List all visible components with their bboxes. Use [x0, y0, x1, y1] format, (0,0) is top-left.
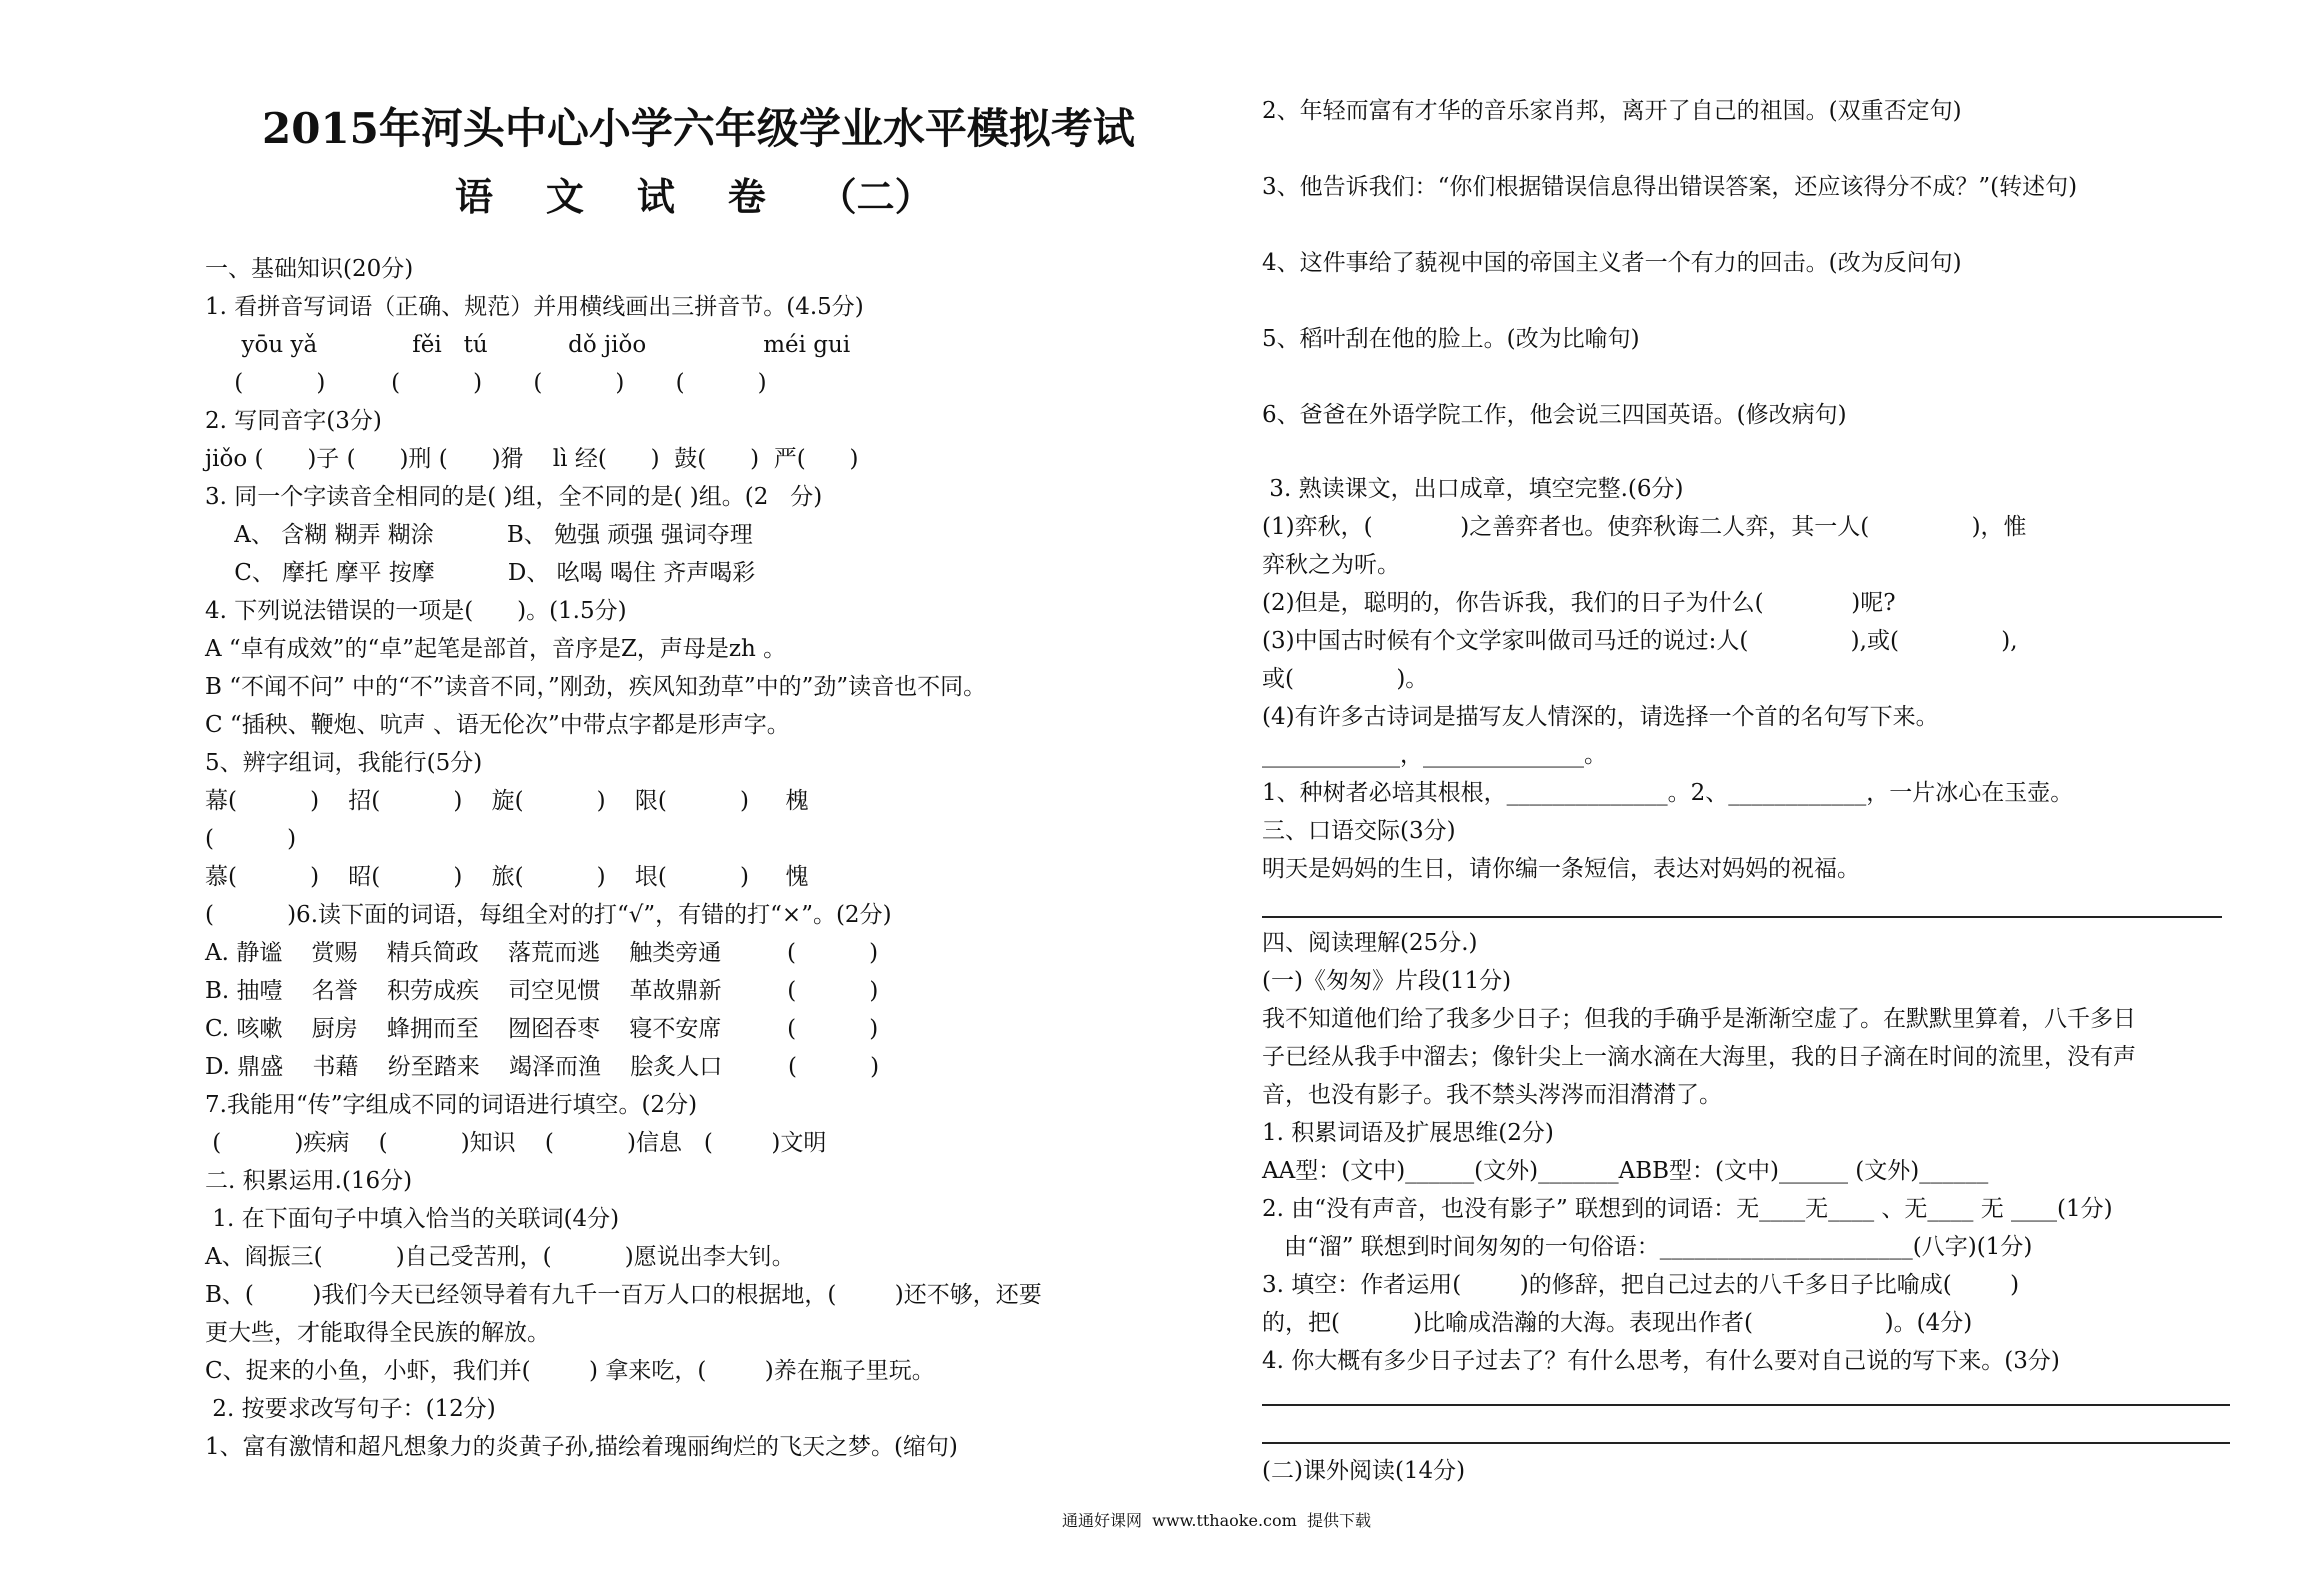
left-line: ( )疾病 ( )知识 ( )信息 ( )文明 [205, 1130, 827, 1156]
left-line: ( ) ( ) ( ) ( ) [205, 370, 767, 396]
left-line: 1. 在下面句子中填入恰当的关联词(4分) [205, 1206, 620, 1232]
left-line: 7.我能用“传”字组成不同的词语进行填空。(2分) [205, 1092, 698, 1118]
left-line: C、捉来的小鱼，小虾，我们并( ) 拿来吃，( )养在瓶子里玩。 [205, 1358, 935, 1384]
right-line: 1. 积累词语及扩展思维(2分) [1262, 1120, 1554, 1146]
right-line: 1、种树者必培其根根，______________。2、____________，一片冰心在玉壶。 [1262, 780, 2074, 806]
left-line: ( ) [205, 826, 297, 852]
footer-credit: 通通好课网 www.tthaoke.com 提供下载 [1062, 1511, 1371, 1530]
left-line: 更大些，才能取得全民族的解放。 [205, 1320, 550, 1346]
right-line: 的，把( )比喻成浩瀚的大海。表现出作者( )。(4分) [1262, 1310, 1973, 1336]
left-line: 2. 写同音字(3分) [205, 408, 382, 434]
left-line: B. 抽噎 名誉 积劳成疾 司空见惯 革故鼎新 ( ) [205, 978, 879, 1004]
left-line: A. 静谧 赏赐 精兵简政 落荒而逃 触类旁通 ( ) [205, 940, 879, 966]
exam-subtitle: 语 文 试 卷 （二） [455, 174, 933, 219]
right-line: (一)《匆匆》片段(11分) [1262, 968, 1512, 994]
right-line: 或( )。 [1262, 666, 1429, 692]
right-line: (3)中国古时候有个文学家叫做司马迁的说过:人( ),或( ), [1262, 628, 2018, 654]
left-line: 3. 同一个字读音全相同的是( )组，全不同的是( )组。(2 分) [205, 484, 823, 510]
left-line: A、 含糊 糊弄 糊涂 B、 勉强 顽强 强词夺理 [205, 522, 753, 548]
left-line: 2. 按要求改写句子：(12分) [205, 1396, 496, 1422]
right-line: 4、这件事给了藐视中国的帝国主义者一个有力的回击。(改为反问句) [1262, 250, 1962, 276]
left-line: 慕( ) 昭( ) 旅( ) 垠( ) 愧 [205, 864, 809, 890]
left-line: 一、基础知识(20分) [205, 256, 414, 282]
right-line: ____________，______________。 [1262, 742, 1607, 768]
right-line: 6、爸爸在外语学院工作，他会说三四国英语。(修改病句) [1262, 402, 1847, 428]
left-line: A、阎振三( )自己受苦刑，( )愿说出李大钊。 [205, 1244, 795, 1270]
right-line: (4)有许多古诗词是描写友人情深的，请选择一个首的名句写下来。 [1262, 704, 1939, 730]
left-line: A “卓有成效”的“卓”起笔是部首，音序是Z，声母是zh 。 [205, 636, 787, 662]
left-line: B “不闻不问” 中的“不”读音不同，”刚劲，疾风知劲草”中的”劲”读音也不同。 [205, 674, 987, 700]
left-line: C “插秧、鞭炮、吭声 、语无伦次”中带点字都是形声字。 [205, 712, 790, 738]
left-line: jiǒo ( )子 ( )刑 ( )猾 lì 经( ) 鼓( ) 严( ) [205, 446, 859, 472]
left-line: D. 鼎盛 书藉 纷至踏来 竭泽而渔 脍炙人口 ( ) [205, 1054, 880, 1080]
left-line: C. 咳嗽 厨房 蜂拥而至 囫囵吞枣 寝不安席 ( ) [205, 1016, 879, 1042]
left-line: ( )6.读下面的词语，每组全对的打“√”，有错的打“×”。(2分) [205, 902, 892, 928]
left-line: C、 摩托 摩平 按摩 D、 吆喝 喝住 齐声喝彩 [205, 560, 756, 586]
right-line: (1)弈秋，( )之善弈者也。使弈秋诲二人弈，其一人( )，惟 [1262, 514, 2027, 540]
right-line: 2. 由“没有声音，也没有影子” 联想到的词语：无____无____ 、无____ 无 ____(1分) [1262, 1196, 2113, 1222]
answer-line [1262, 1442, 2230, 1444]
left-line: 1. 看拼音写词语（正确、规范）并用横线画出三拼音节。(4.5分) [205, 294, 864, 320]
right-line: 5、稻叶刮在他的脸上。(改为比喻句) [1262, 326, 1640, 352]
right-line: 子已经从我手中溜去；像针尖上一滴水滴在大海里，我的日子滴在时间的流里，没有声 [1262, 1044, 2136, 1070]
right-line: 弈秋之为听。 [1262, 552, 1400, 578]
left-line: 1、富有激情和超凡想象力的炎黄子孙,描绘着瑰丽绚烂的飞天之梦。(缩句) [205, 1434, 958, 1460]
left-line: 5、辨字组词，我能行(5分) [205, 750, 483, 776]
exam-title: 2015年河头中心小学六年级学业水平模拟考试 [262, 104, 1135, 153]
right-line: AA型：(文中)______(文外)_______ABB型：(文中)______ (文外)______ [1262, 1158, 1989, 1184]
left-line: 幕( ) 招( ) 旋( ) 限( ) 槐 [205, 788, 809, 814]
right-line: 3. 填空：作者运用( )的修辞，把自己过去的八千多日子比喻成( ) [1262, 1272, 2020, 1298]
answer-line [1262, 916, 2222, 918]
answer-line [1262, 1404, 2230, 1406]
right-line: (二)课外阅读(14分) [1262, 1458, 1466, 1484]
right-line: 音，也没有影子。我不禁头涔涔而泪潸潸了。 [1262, 1082, 1722, 1108]
right-line: 明天是妈妈的生日，请你编一条短信，表达对妈妈的祝福。 [1262, 856, 1860, 882]
right-line: 四、阅读理解(25分.) [1262, 930, 1478, 956]
right-line: 由“溜” 联想到时间匆匆的一句俗语：______________________(八字)(1分) [1262, 1234, 2033, 1260]
left-line: B、( )我们今天已经领导着有九千一百万人口的根据地，( )还不够，还要 [205, 1282, 1042, 1308]
left-line: 二. 积累运用.(16分) [205, 1168, 413, 1194]
right-line: 3、他告诉我们：“你们根据错误信息得出错误答案，还应该得分不成？”(转述句) [1262, 174, 2078, 200]
right-line: (2)但是，聪明的，你告诉我，我们的日子为什么( )呢? [1262, 590, 1896, 616]
right-line: 三、口语交际(3分) [1262, 818, 1456, 844]
left-line: 4. 下列说法错误的一项是( )。(1.5分) [205, 598, 627, 624]
left-line: yōu yǎ fěi tú dǒ jiǒo méi gui [205, 332, 851, 358]
right-line: 2、年轻而富有才华的音乐家肖邦，离开了自己的祖国。(双重否定句) [1262, 98, 1962, 124]
right-line: 3. 熟读课文，出口成章，填空完整.(6分) [1262, 476, 1684, 502]
right-line: 我不知道他们给了我多少日子；但我的手确乎是渐渐空虚了。在默默里算着，八千多日 [1262, 1006, 2136, 1032]
right-line: 4. 你大概有多少日子过去了？有什么思考，有什么要对自己说的写下来。(3分) [1262, 1348, 2060, 1374]
